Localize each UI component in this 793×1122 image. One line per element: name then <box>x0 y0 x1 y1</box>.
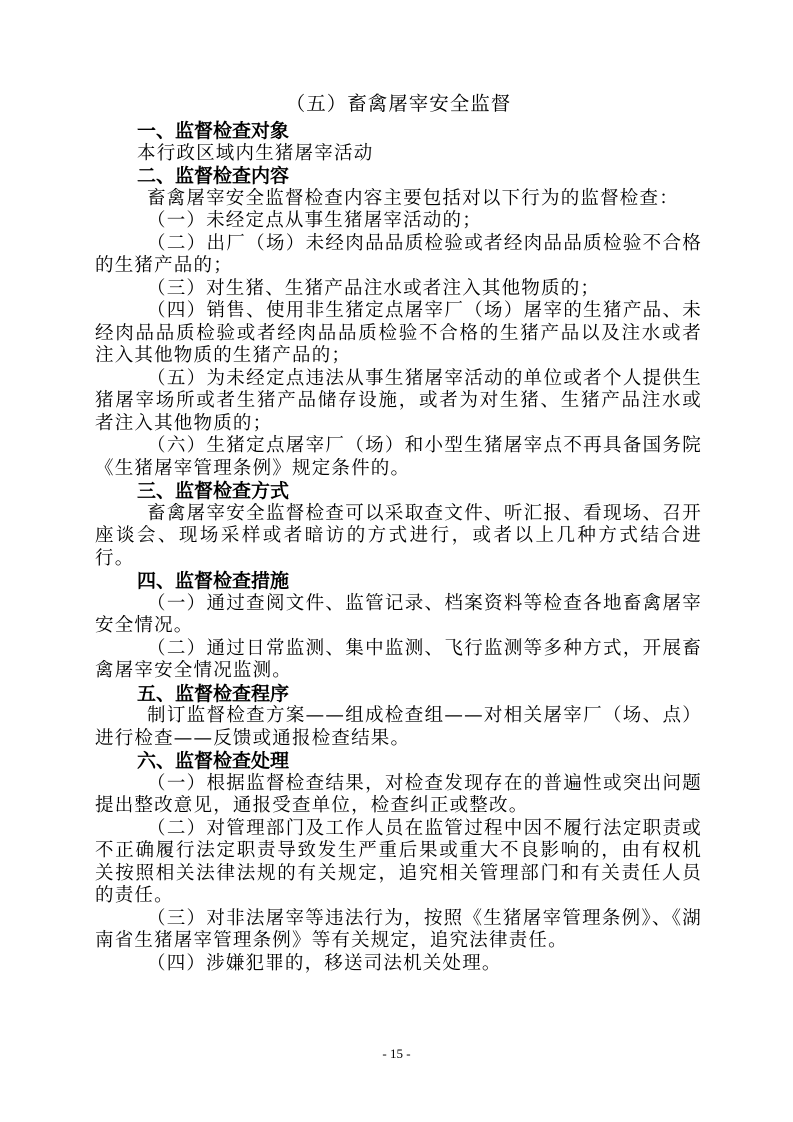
section-heading: 三、监督检查方式 <box>137 480 290 502</box>
paragraph: （一）未经定点从事生猪屠宰活动的； <box>147 210 482 231</box>
paragraph: （二）出厂（场）未经肉品品质检验或者经肉品品质检验不合格的生猪产品的； <box>95 232 702 276</box>
paragraph: 制订监督检查方案——组成检查组——对相关屠宰厂（场、点）进行检查——反馈或通报检查结果。 <box>95 705 702 749</box>
paragraph: （二）通过日常监测、集中监测、飞行监测等多种方式，开展畜禽屠宰安全情况监测。 <box>95 637 702 681</box>
section-heading: 五、监督检查程序 <box>137 682 290 705</box>
paragraph: （六）生猪定点屠宰厂（场）和小型生猪屠宰点不再具备国务院《生猪屠宰管理条例》规定条件的。 <box>95 435 702 479</box>
document-body <box>95 90 702 975</box>
paragraph: （五）为未经定点违法从事生猪屠宰活动的单位或者个人提供生猪屠宰场所或者生猪产品储存设施，或者为对生猪、生猪产品注水或者注入其他物质的； <box>95 367 702 434</box>
paragraph: 畜禽屠宰安全监督检查内容主要包括对以下行为的监督检查： <box>147 187 679 209</box>
paragraph: 畜禽屠宰安全监督检查可以采取查文件、听汇报、看现场、召开座谈会、现场采样或者暗访的方式进行，或者以上几种方式结合进行。 <box>95 502 702 569</box>
paragraph: （二）对管理部门及工作人员在监管过程中因不履行法定职责或不正确履行法定职责导致发生严重后果或重大不良影响的，由有权机关按照相关法律法规的有关规定，追究相关管理部门和有关责任人员的责任。 <box>95 817 702 906</box>
section-heading: 二、监督检查内容 <box>137 165 290 187</box>
section-heading: 四、监督检查措施 <box>137 570 290 592</box>
paragraph: 本行政区域内生猪屠宰活动 <box>137 142 374 164</box>
paragraph: （一）通过查阅文件、监管记录、档案资料等检查各地畜禽屠宰安全情况。 <box>95 592 702 636</box>
paragraph: （三）对非法屠宰等违法行为，按照《生猪屠宰管理条例》、《湖南省生猪屠宰管理条例》等有关规定，追究法律责任。 <box>95 907 702 951</box>
paragraph: （三）对生猪、生猪产品注水或者注入其他物质的； <box>147 277 601 299</box>
page-number: - 15 - <box>382 1046 411 1061</box>
paragraph: （四）涉嫌犯罪的，移送司法机关处理。 <box>147 952 502 974</box>
section-heading: 一、监督检查对象 <box>137 120 290 142</box>
page-title: （五）畜禽屠宰安全监督 <box>285 92 512 115</box>
paragraph: （四）销售、使用非生猪定点屠宰厂（场）屠宰的生猪产品、未经肉品品质检验或者经肉品品质检验不合格的生猪产品以及注水或者注入其他物质的生猪产品的； <box>95 300 702 366</box>
section-heading: 六、监督检查处理 <box>137 750 290 772</box>
paragraph: （一）根据监督检查结果，对检查发现存在的普遍性或突出问题提出整改意见，通报受查单位，检查纠正或整改。 <box>95 772 702 816</box>
